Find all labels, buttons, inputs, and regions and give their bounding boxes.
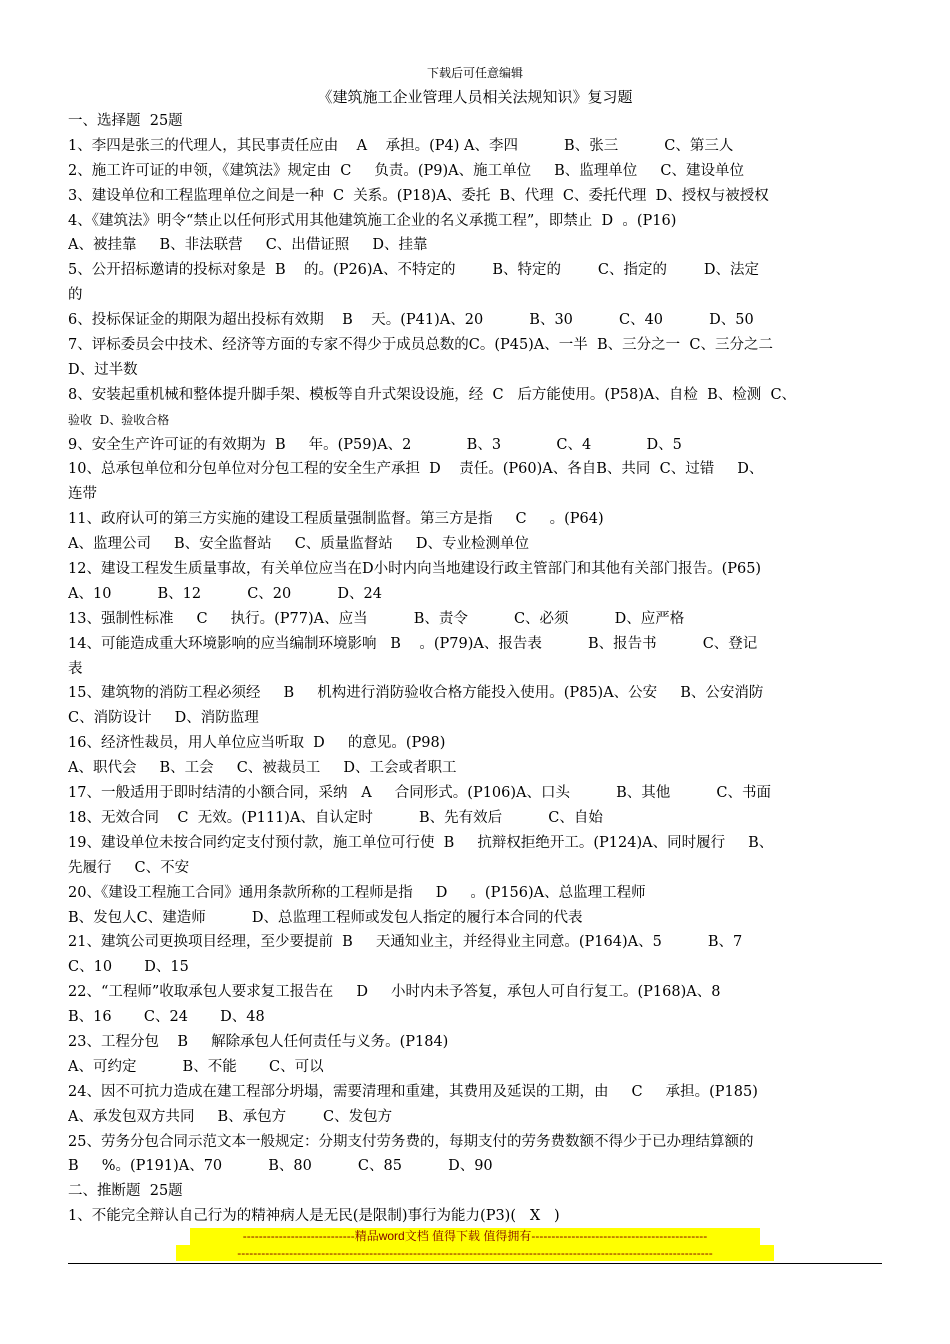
footer-divider (68, 1263, 882, 1264)
text-line: A、承发包双方共同 B、承包方 C、发包方 (68, 1108, 393, 1125)
text-line: C、10 D、15 (68, 959, 189, 976)
text-line: 先履行 C、不安 (68, 859, 190, 876)
text-line: A、10 B、12 C、20 D、24 (68, 585, 382, 602)
text-line: 18、无效合同 C 无效。(P111)A、自认定时 B、先有效后 C、自始 (68, 809, 603, 826)
text-line: 2、施工许可证的申领，《建筑法》规定由 C 负责。(P9)A、施工单位 B、监理单位 C、建设单位 (68, 162, 744, 179)
text-line: D、过半数 (68, 361, 138, 378)
text-line: 12、建设工程发生质量事故，有关单位应当在D小时内向当地建设行政主管部门和其他有关部门报告。(P65) (68, 561, 762, 578)
text-line: B、16 C、24 D、48 (68, 1009, 265, 1026)
text-line: 25、劳务分包合同示范文本一般规定：分期支付劳务费的，每期支付的劳务费数额不得少于已办理结算额的 (68, 1133, 754, 1150)
text-line: 验收 D、验收合格 (68, 412, 170, 427)
text-line: C、消防设计 D、消防监理 (68, 710, 259, 727)
text-line: 22、“工程师”收取承包人要求复工报告在 D 小时内未予答复，承包人可自行复工。(P168)A、8 (68, 984, 721, 1001)
text-line: 14、可能造成重大环境影响的应当编制环境影响 B 。(P79)A、报告表 B、报告书 C、登记 (68, 635, 758, 652)
text-line: 10、总承包单位和分包单位对分包工程的安全生产承担 D 责任。(P60)A、各自B、共同 C、过错 D、 (68, 461, 764, 478)
text-line: 8、安装起重机械和整体提升脚手架、模板等自升式架设设施，经 C 后方能使用。(P58)A、自检 B、检测 C、 (68, 386, 797, 403)
text-line: 24、因不可抗力造成在建工程部分坍塌，需要清理和重建，其费用及延误的工期，由 C 承担。(P185) (68, 1083, 758, 1100)
text-line: 9、安全生产许可证的有效期为 B 年。(P59)A、2 B、3 C、4 D、5 (68, 436, 682, 453)
text-line: 连带 (68, 486, 97, 503)
text-line: 17、一般适用于即时结清的小额合同，采纳 A 合同形式。(P106)A、口头 B、其他 C、书面 (68, 785, 771, 802)
text-line: 13、强制性标准 C 执行。(P77)A、应当 B、责令 C、必须 D、应严格 (68, 610, 685, 627)
text-line: A、监理公司 B、安全监督站 C、质量监督站 D、专业检测单位 (68, 536, 529, 553)
text-line: 4、《建筑法》明令“禁止以任何形式用其他建筑施工企业的名义承揽工程”，即禁止 D 。(P16) (68, 212, 677, 229)
text-line: 19、建设单位未按合同约定支付预付款，施工单位可行使 B 抗辩权拒绝开工。(P124)A、同时履行 B、 (68, 834, 774, 851)
text-line: 5、公开招标邀请的投标对象是 B 的。(P26)A、不特定的 B、特定的 C、指定的 D、法定 (68, 262, 760, 279)
text-line: A、可约定 B、不能 C、可以 (68, 1058, 324, 1075)
watermark-banner-dashes: ----------------------------------------------------------------------------------------------------------------------- (176, 1245, 774, 1261)
text-line: 一、选择题 25题 (68, 113, 183, 129)
text-line: 21、建筑公司更换项目经理，至少要提前 B 天通知业主，并经得业主同意。(P164)A、5 B、7 (68, 934, 743, 951)
watermark-banner: ----------------------------精品word文档 值得下载 值得拥有-------------------------------------------- (190, 1228, 760, 1245)
text-line: 二、推断题 25题 (68, 1183, 183, 1200)
download-note: 下载后可任意编辑 (426, 66, 523, 80)
text-line: B %。(P191)A、70 B、80 C、85 D、90 (68, 1158, 493, 1175)
text-line: 表 (68, 660, 83, 677)
text-line: 23、工程分包 B 解除承包人任何责任与义务。(P184) (68, 1033, 449, 1050)
text-line: 1、李四是张三的代理人，其民事责任应由 A 承担。(P4) A、李四 B、张三 C、第三人 (68, 137, 734, 154)
text-line: 15、建筑物的消防工程必须经 B 机构进行消防验收合格方能投入使用。(P85)A、公安 B、公安消防 (68, 685, 764, 702)
text-line: 6、投标保证金的期限为超出投标有效期 B 天。(P41)A、20 B、30 C、40 D、50 (68, 312, 754, 329)
text-line: A、被挂靠 B、非法联营 C、出借证照 D、挂靠 (68, 237, 428, 254)
text-line: 16、经济性裁员，用人单位应当听取 D 的意见。(P98) (68, 735, 446, 752)
text-line: 的 (68, 287, 83, 304)
text-line: 7、评标委员会中技术、经济等方面的专家不得少于成员总数的C。(P45)A、一半 B、三分之一 C、三分之二 (68, 337, 773, 354)
text-line: 3、建设单位和工程监理单位之间是一种 C 关系。(P18)A、委托 B、代理 C、委托代理 D、授权与被授权 (68, 187, 769, 204)
document-title: 《建筑施工企业管理人员相关法规知识》复习题 (317, 88, 633, 106)
document-body (68, 109, 884, 1229)
text-line: 11、政府认可的第三方实施的建设工程质量强制监督。第三方是指 C 。(P64) (68, 511, 604, 528)
text-line: A、职代会 B、工会 C、被裁员工 D、工会或者职工 (68, 760, 457, 777)
text-line: 20、《建设工程施工合同》通用条款所称的工程师是指 D 。(P156)A、总监理工程师 (68, 884, 646, 901)
text-line: 1、不能完全辩认自己行为的精神病人是无民(是限制)事行为能力(P3)( X ) (68, 1208, 560, 1225)
text-line: B、发包人C、建造师 D、总监理工程师或发包人指定的履行本合同的代表 (68, 909, 583, 926)
